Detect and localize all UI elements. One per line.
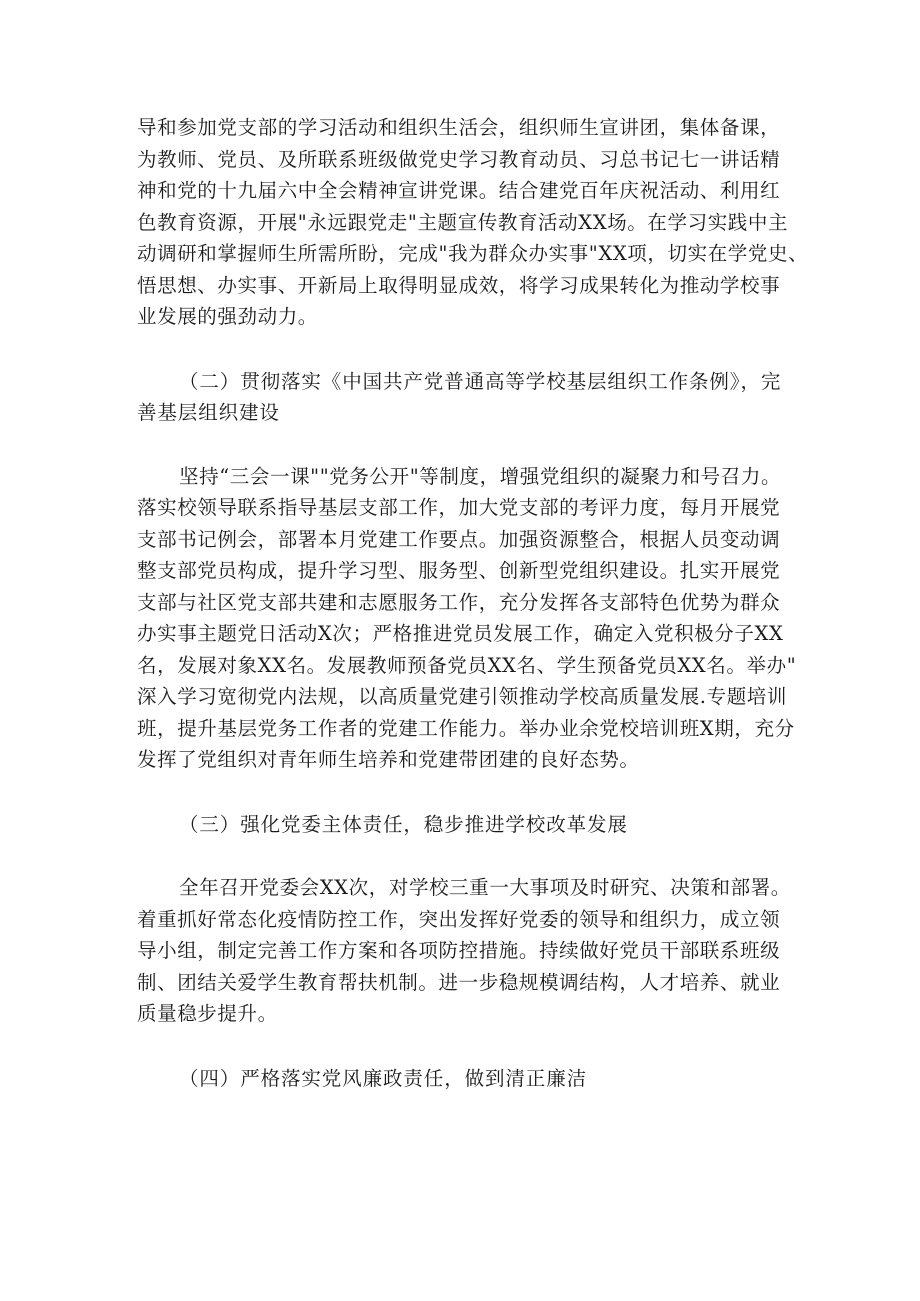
text-line: 班，提升基层党务工作者的党建工作能力。举办业余党校培训班X期，充分 bbox=[137, 716, 795, 740]
text-line: 名，发展对象XX名。发展教师预备党员XX名、学生预备党员XX名。举办" bbox=[137, 653, 797, 677]
text-line: 落实校领导联系指导基层支部工作，加大党支部的考评力度，每月开展党 bbox=[137, 496, 781, 519]
text-line: 着重抓好常态化疫情防控工作，突出发挥好党委的领导和组织力，成立领 bbox=[137, 907, 781, 931]
heading-line: （三）强化党委主体责任，稳步推进学校改革发展 bbox=[179, 812, 628, 836]
text-line: 办实事主题党日活动X次；严格推进党员发展工作，确定入党积极分子XX bbox=[137, 622, 784, 645]
text-line: 色教育资源，开展"永远跟党走"主题宣传教育活动XX场。在学习实践中主 bbox=[137, 210, 789, 234]
heading-line: （二）贯彻落实《中国共产党普通高等学校基层组织工作条例》，完 bbox=[179, 369, 782, 393]
text-line: 神和党的十九届六中全会精神宣讲党课。结合建党百年庆祝活动、利用红 bbox=[137, 179, 781, 202]
heading-line: （四）严格落实党风廉政责任，做到清正廉洁 bbox=[179, 1066, 588, 1090]
section-heading-4 bbox=[137, 1063, 792, 1095]
text-line: 业发展的强劲动力。 bbox=[137, 305, 318, 328]
text-line: 支部与社区党支部共建和志愿服务工作，充分发挥各支部特色优势为群众 bbox=[137, 590, 781, 614]
text-line: 动调研和掌握师生所需所盼，完成"我为群众办实事"XX项，切实在学党史、 bbox=[137, 242, 809, 265]
section-heading-2 bbox=[137, 366, 792, 429]
paragraph-party-committee bbox=[137, 872, 792, 1030]
section-heading-3 bbox=[137, 809, 792, 841]
text-line: 发挥了党组织对青年师生培养和党建带团建的良好态势。 bbox=[137, 748, 640, 771]
text-line: 深入学习宽彻党内法规，以高质量党建引领推动学校高质量发展.专题培训 bbox=[137, 685, 787, 708]
text-line: 支部书记例会，部署本月党建工作要点。加强资源整合，根据人员变动调 bbox=[137, 527, 781, 551]
text-line: 导小组，制定完善工作方案和各项防控措施。持续做好党员干部联系班级 bbox=[137, 939, 781, 962]
paragraph-grassroots-organization bbox=[137, 461, 797, 776]
text-line: 整支部党员构成，提升学习型、服务型、创新型党组织建设。扎实开展党 bbox=[137, 559, 781, 582]
paragraph-study-activities bbox=[137, 112, 809, 333]
heading-line: 善基层组织建设 bbox=[137, 401, 280, 424]
text-line: 导和参加党支部的学习活动和组织生活会，组织师生宣讲团，集体备课， bbox=[137, 116, 781, 139]
text-line: 制、团结关爱学生教育帮扶机制。进一步稳规模调结构，人才培养、就业 bbox=[137, 970, 781, 994]
text-line: 为教师、党员、及所联系班级做党史学习教育动员、习总书记七一讲话精 bbox=[137, 147, 781, 171]
text-line: 质量稳步提升。 bbox=[137, 1002, 278, 1025]
text-line: 悟思想、办实事、开新局上取得明显成效，将学习成果转化为推动学校事 bbox=[137, 273, 781, 297]
text-line: 坚持“三会一课""党务公开"等制度，增强党组织的凝聚力和号召力。 bbox=[179, 464, 782, 488]
text-line: 全年召开党委会XX次，对学校三重一大事项及时研究、决策和部署。 bbox=[179, 876, 791, 899]
document-page bbox=[137, 112, 809, 1094]
